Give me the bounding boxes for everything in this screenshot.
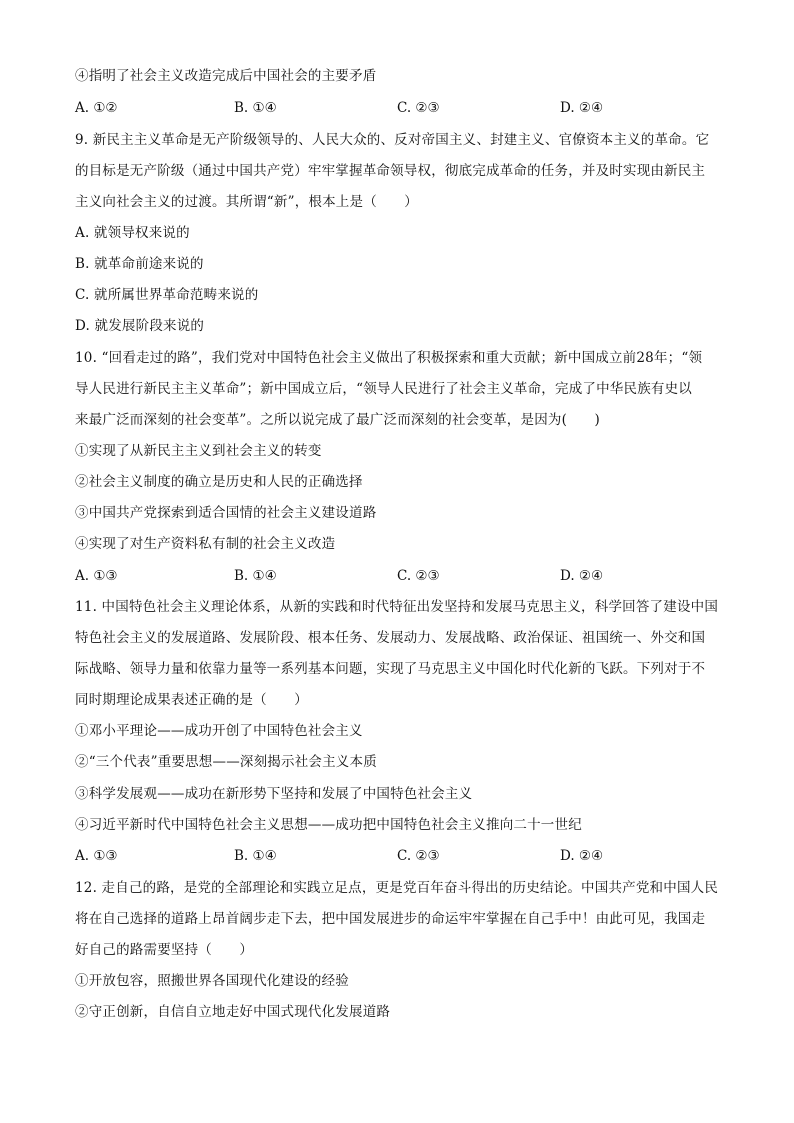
q10-options	[75, 566, 735, 586]
q10-item-3: ③中国共产党探索到适合国情的社会主义建设道路	[75, 505, 377, 521]
q9-option-c[interactable]: C. 就所属世界革命范畴来说的	[75, 287, 259, 303]
q11-item-1: ①邓小平理论——成功开创了中国特色社会主义	[75, 723, 363, 739]
q11-stem-line-4: 同时期理论成果表述正确的是（ ）	[75, 692, 308, 708]
q10-item-1: ①实现了从新民主主义到社会主义的转变	[75, 443, 322, 459]
q8-option-d[interactable]: D. ②④	[560, 100, 604, 116]
q11-item-3: ③科学发展观——成功在新形势下坚持和发展了中国特色社会主义	[75, 786, 473, 802]
q10-stem-line-3: 来最广泛而深刻的社会变革”。之所以说完成了最广泛而深刻的社会变革，是因为( )	[75, 412, 600, 428]
q12-item-2: ②守正创新，自信自立地走好中国式现代化发展道路	[75, 1004, 391, 1020]
q10-option-c[interactable]: C. ②③	[397, 568, 440, 584]
q8-option-c[interactable]: C. ②③	[397, 100, 440, 116]
q11-stem-line-2: 特色社会主义的发展道路、发展阶段、根本任务、发展动力、发展战略、政治保证、祖国统一、外交和国	[75, 630, 706, 646]
q11-option-d[interactable]: D. ②④	[560, 848, 604, 864]
q11-item-2: ②“三个代表”重要思想——深刻揭示社会主义本质	[75, 754, 377, 770]
q11-option-a[interactable]: A. ①③	[75, 848, 118, 864]
q8-item-4: ④指明了社会主义改造完成后中国社会的主要矛盾	[75, 68, 377, 84]
q9-stem-line-3: 主义向社会主义的过渡。其所谓“新”，根本上是（ ）	[75, 194, 419, 210]
q8-options	[75, 98, 735, 118]
q10-option-b[interactable]: B. ①④	[234, 568, 277, 584]
q8-option-a[interactable]: A. ①②	[75, 100, 118, 116]
q10-stem-line-1: 10. “回看走过的路”，我们党对中国特色社会主义做出了积极探索和重大贡献；新中国成立前28年；“领	[75, 350, 703, 366]
q9-option-d[interactable]: D. 就发展阶段来说的	[75, 318, 205, 334]
q11-options	[75, 846, 735, 866]
q11-stem-line-1: 11. 中国特色社会主义理论体系，从新的实践和时代特征出发坚持和发展马克思主义，科学回答了建设中国	[75, 599, 719, 615]
q8-option-b[interactable]: B. ①④	[234, 100, 277, 116]
q10-item-2: ②社会主义制度的确立是历史和人民的正确选择	[75, 474, 363, 490]
q12-stem-line-1: 12. 走自己的路，是党的全部理论和实践立足点，更是党百年奋斗得出的历史结论。中国共产党和中国人民	[75, 880, 719, 896]
q12-stem-line-2: 将在自己选择的道路上昂首阔步走下去，把中国发展进步的命运牢牢掌握在自己手中！由此可见，我国走	[75, 911, 706, 927]
q12-item-1: ①开放包容，照搬世界各国现代化建设的经验	[75, 973, 349, 989]
q11-option-c[interactable]: C. ②③	[397, 848, 440, 864]
q11-stem-line-3: 际战略、领导力量和依靠力量等一系列基本问题，实现了马克思主义中国化时代化新的飞跃。下列对于不	[75, 661, 706, 677]
q10-option-d[interactable]: D. ②④	[560, 568, 604, 584]
q11-item-4: ④习近平新时代中国特色社会主义思想——成功把中国特色社会主义推向二十一世纪	[75, 817, 582, 833]
q9-stem-line-1: 9. 新民主主义革命是无产阶级领导的、人民大众的、反对帝国主义、封建主义、官僚资本主义的革命。它	[75, 132, 710, 148]
q10-item-4: ④实现了对生产资料私有制的社会主义改造	[75, 536, 336, 552]
q10-option-a[interactable]: A. ①③	[75, 568, 118, 584]
q11-option-b[interactable]: B. ①④	[234, 848, 277, 864]
q9-option-b[interactable]: B. 就革命前途来说的	[75, 256, 204, 272]
q12-stem-line-3: 好自己的路需要坚持（ ）	[75, 942, 254, 958]
q10-stem-line-2: 导人民进行新民主主义革命”；新中国成立后，“领导人民进行了社会主义革命，完成了中华民族有史以	[75, 381, 693, 397]
q9-option-a[interactable]: A. 就领导权来说的	[75, 225, 190, 241]
q9-stem-line-2: 的目标是无产阶级（通过中国共产党）牢牢掌握革命领导权，彻底完成革命的任务，并及时实现由新民主	[75, 163, 706, 179]
